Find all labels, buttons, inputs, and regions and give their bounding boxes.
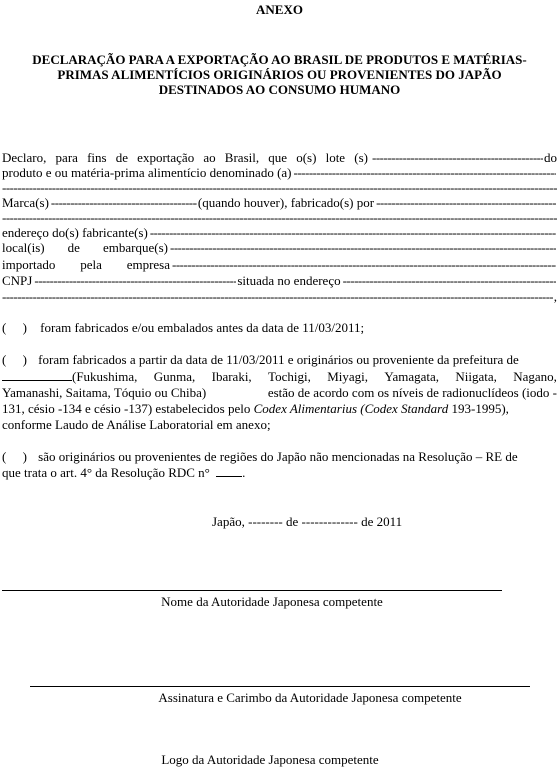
declaration-line-2 (2, 165, 557, 180)
codex-reference: Codex Alimentarius (Codex Standard (253, 401, 449, 416)
prefecture-list-words: (Fukushima, Gunma, Ibaraki, Tochigi, Miyagi, Yamagata, Niigata, Nagano, (72, 369, 557, 384)
option-1 (2, 320, 557, 335)
manufacturer-address-fill-line (150, 225, 556, 240)
option-3-line-2 (2, 465, 557, 480)
option-2-text-line-1: foram fabricados a partir da data de 11/03/2011 e originários ou proveniente da prefeitura de (38, 352, 519, 367)
option-3-text-line-1: são originários ou provenientes de regiões do Japão não mencionadas na Resolução – RE de (38, 449, 518, 464)
signature-stamp-caption: Assinatura e Carimbo da Autoridade Japonesa competente (158, 690, 462, 705)
product-fill-line (294, 165, 556, 180)
declaration-line-10-end: , (553, 289, 557, 304)
rdc-number-blank (216, 465, 242, 477)
option-2-text-line-3b: estão de acordo com os níveis de radionuclídeos (iodo - (267, 385, 557, 400)
option-2-line-4 (2, 401, 557, 416)
title-line-1: DECLARAÇÃO PARA A EXPORTAÇÃO AO BRASIL DE PRODUTOS E MATÉRIAS- (32, 52, 527, 67)
option-2-line-1 (2, 352, 557, 367)
shipment-fill-line (170, 240, 556, 255)
cnpj-fill-line (34, 273, 236, 288)
declaration-line-9 (2, 273, 557, 288)
option-2-text-line-4b: 193-1995), (451, 401, 509, 416)
importer-fill-line (172, 257, 556, 272)
declaration-line-6 (2, 225, 557, 240)
declaration-line-4 (2, 195, 557, 210)
declaration-line-8 (2, 257, 557, 272)
date-place: Japão, (212, 514, 245, 529)
authority-name-caption: Nome da Autoridade Japonesa competente (161, 594, 383, 609)
title-line-3: DESTINADOS AO CONSUMO HUMANO (158, 82, 401, 97)
option-3-text-line-2a: que trata o art. 4° da Resolução RDC n° (2, 465, 210, 480)
shipment-words: local(is) de embarque(s) (2, 240, 168, 255)
signature-stamp-line (30, 686, 530, 687)
annex-heading: ANEXO (256, 2, 303, 17)
date-month-dashes: ------------- (301, 514, 358, 529)
date-day-dashes: -------- (248, 514, 283, 529)
declaration-line-7 (2, 240, 557, 255)
date-year: de 2011 (361, 514, 403, 529)
prefecture-blank (2, 369, 72, 381)
option-2-text-line-3a: Yamanashi, Saitama, Tóquio ou Chiba) (2, 385, 207, 400)
manufacturer-address-label: endereço do(s) fabricante(s) (2, 225, 148, 240)
manufacturer-fill-line (376, 195, 556, 210)
date-de-1: de (286, 514, 299, 529)
option-2-checkbox[interactable]: ( ) (2, 352, 27, 367)
option-1-text: foram fabricados e/ou embalados antes da data de 11/03/2011; (40, 320, 365, 335)
address-continuation-fill-line (2, 289, 553, 304)
date-line (212, 514, 462, 529)
option-3-line-1 (2, 449, 557, 464)
brand-label: Marca(s) (2, 195, 49, 210)
manufacturer-label: (quando houver), fabricado(s) por (197, 195, 375, 210)
option-2-text-line-4a: 131, césio -134 e césio -137) estabelecidos pelo (2, 401, 251, 416)
option-1-checkbox[interactable]: ( ) (2, 320, 27, 335)
logo-caption: Logo da Autoridade Japonesa competente (161, 752, 379, 767)
declaration-line-1 (2, 150, 557, 165)
importer-words: importado pela empresa (2, 257, 170, 272)
address-fill-line (343, 273, 556, 288)
authority-name-line (2, 590, 502, 591)
declaration-line-5 (2, 210, 557, 225)
address-label: situada no endereço (237, 273, 341, 288)
option-3-checkbox[interactable]: ( ) (2, 449, 27, 464)
declaration-line-1-end: do (544, 150, 557, 165)
brand-fill-line (51, 195, 197, 210)
cnpj-label: CNPJ (2, 273, 33, 288)
option-2-line-3 (2, 385, 557, 400)
option-2-line-5: conforme Laudo de Análise Laboratorial em anexo; (2, 417, 271, 432)
lot-fill-line (372, 150, 543, 165)
declaration-line-1-words: Declaro, para fins de exportação ao Brasil, que o(s) lote (s) (2, 150, 368, 165)
option-3-text-line-2b: . (242, 465, 246, 480)
declaration-line-3 (2, 180, 557, 195)
option-2-line-2 (2, 369, 557, 384)
declaration-line-10 (2, 289, 557, 304)
product-label: produto e ou matéria-prima alimentício denominado (a) (2, 165, 292, 180)
title-line-2: PRIMAS ALIMENTÍCIOS ORIGINÁRIOS OU PROVENIENTES DO JAPÃO (57, 67, 502, 82)
